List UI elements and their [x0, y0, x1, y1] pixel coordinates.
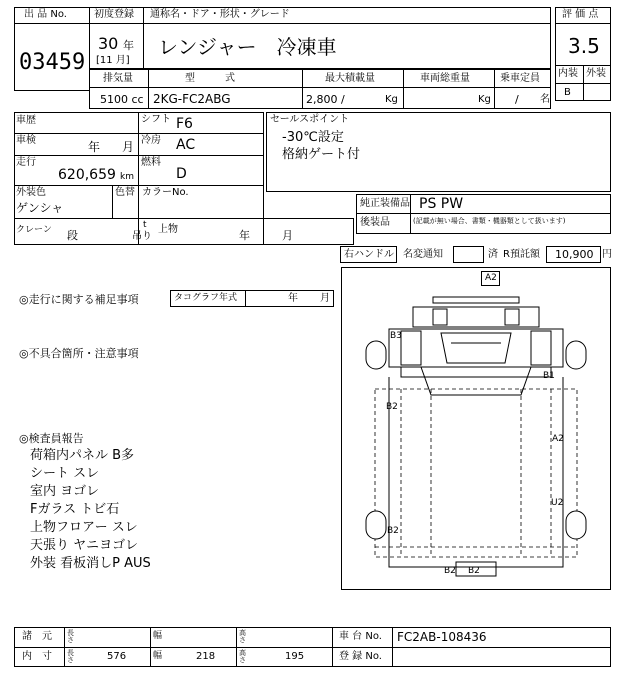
reg-year: 30	[98, 34, 119, 53]
diagram-mark: A2	[485, 273, 497, 283]
crane-label: クレーン	[16, 225, 52, 235]
aftermarket-note: (記載が無い場合、書類・機器類として扱います)	[413, 217, 566, 225]
diagram-mark: B2	[386, 402, 398, 412]
sales-point-label: セールスポイント	[270, 114, 350, 125]
recycle-fee-value: 10,900	[555, 248, 594, 261]
history-label: 車歴	[16, 115, 36, 126]
aftermarket-label: 後装品	[360, 217, 390, 228]
truck-diagram	[341, 267, 611, 590]
inspection-year-unit: 年	[88, 140, 101, 154]
body-extension	[264, 218, 354, 245]
equipment-value: PS PW	[419, 196, 464, 212]
displacement-value: 5100 cc	[100, 93, 144, 106]
body-label: 上物	[158, 224, 178, 235]
crane-stage-unit: 段	[67, 229, 78, 242]
inspector-line: 天張り ヤニヨゴレ	[30, 538, 139, 553]
capacity-unit: 名	[540, 94, 550, 105]
score-label: 評 価 点	[562, 9, 599, 20]
width-label: 幅	[153, 651, 163, 661]
inspection-label: 車検	[16, 135, 36, 146]
chassis-label: 車 台 No.	[339, 631, 382, 642]
diagram-mark: B1	[543, 371, 555, 381]
interior-label: 内装	[558, 68, 578, 79]
mileage-label: 走行	[16, 157, 36, 168]
diagram-mark: A2	[552, 434, 564, 444]
ac-value: AC	[176, 137, 196, 153]
diagram-mark: B2	[468, 566, 480, 576]
inspector-line: Fガラス トビ石	[30, 502, 120, 517]
crane-hook-unit: 吊り	[132, 231, 152, 242]
ext-color-value: ゲンシャ	[16, 201, 64, 215]
inspector-line: 外装 看板消しP AUS	[30, 556, 151, 571]
gvw-unit: Kg	[478, 94, 491, 105]
lot-label: 出 品 No.	[24, 9, 67, 20]
car-name: レンジャー 冷凍車	[158, 35, 337, 59]
color-no-label: 色替	[115, 187, 135, 198]
recycle-fee-label: R預託額	[503, 249, 540, 260]
inspector-line: 室内 ヨゴレ	[30, 484, 100, 499]
inspector-line: シート スレ	[30, 466, 100, 481]
inner-width: 218	[196, 651, 216, 662]
color-code-label: カラーNo.	[142, 187, 189, 198]
interior-grade: B	[564, 87, 571, 98]
shift-value: F6	[176, 116, 193, 132]
displacement-label: 排気量	[103, 73, 133, 84]
crane-ton-label: t	[143, 220, 147, 230]
tacho-year-unit: 年	[288, 293, 298, 304]
driving-remarks-label: ◎走行に関する補足事項	[19, 293, 139, 306]
sales-point-1: -30℃設定	[282, 130, 344, 145]
width-label: 幅	[153, 631, 163, 641]
height-label: 高さ	[239, 649, 246, 664]
model-label: 型 式	[185, 73, 235, 84]
length-label: 長さ	[67, 649, 74, 664]
diagram-mark: B2	[444, 566, 456, 576]
fuel-label: 燃料	[141, 157, 161, 168]
recycle-fee-unit: 円	[602, 249, 612, 260]
sales-point-2: 格納ゲート付	[282, 147, 361, 162]
diagram-mark: U2	[551, 498, 564, 508]
gvw-label: 車両総重量	[420, 73, 470, 84]
shift-label: シフト	[141, 114, 171, 125]
max-load-unit: Kg	[385, 94, 398, 105]
mileage-value: 620,659	[58, 167, 116, 183]
ac-label: 冷房	[141, 135, 161, 146]
body-year-unit: 年	[239, 229, 250, 242]
reg-no-label: 登 録 No.	[339, 651, 382, 662]
mileage-unit: km	[120, 172, 134, 182]
first-reg-label: 初度登録	[94, 9, 134, 20]
capacity-value: /	[515, 93, 519, 106]
max-load-value: 2,800 /	[306, 93, 345, 106]
fuel-value: D	[176, 166, 187, 182]
tacho-label: タコグラフ年式	[174, 293, 238, 303]
inspector-line: 上物フロアー スレ	[30, 520, 138, 535]
lot-number: 03459	[19, 50, 86, 75]
chassis-number: FC2AB-108436	[397, 630, 487, 644]
exterior-label: 外装	[586, 68, 606, 79]
inner-length: 576	[107, 651, 127, 662]
inspector-label: ◎検査員報告	[19, 432, 84, 445]
reg-year-unit: 年	[123, 39, 134, 52]
diagram-mark: B3	[390, 331, 402, 341]
defects-label: ◎不具合箇所・注意事項	[19, 347, 139, 360]
capacity-label: 乗車定員	[500, 73, 540, 84]
recycle-label: 済	[488, 249, 498, 260]
name-label: 通称名・ドア・形状・グレード	[150, 9, 290, 20]
length-label: 長さ	[67, 629, 74, 644]
max-load-label: 最大積載量	[325, 73, 375, 84]
dims-label: 諸 元	[22, 631, 52, 642]
ext-color-label: 外装色	[16, 187, 46, 198]
name-change-label: 名変通知	[403, 249, 443, 260]
right-hand-label: 右ハンドル	[344, 249, 394, 260]
inspection-month-unit: 月	[122, 140, 135, 154]
height-label: 高さ	[239, 629, 246, 644]
reg-month: [11 月]	[96, 55, 130, 66]
body-month-unit: 月	[282, 229, 293, 242]
equipment-label: 純正装備品	[360, 198, 410, 209]
name-change-box	[453, 246, 484, 263]
inner-height: 195	[285, 651, 305, 662]
inner-label: 内 寸	[22, 651, 52, 662]
tacho-month-unit: 月	[320, 293, 330, 304]
score-value: 3.5	[568, 34, 600, 58]
diagram-mark: B2	[387, 526, 399, 536]
model-value: 2KG-FC2ABG	[153, 92, 231, 106]
inspector-line: 荷箱内パネル B多	[30, 448, 135, 463]
